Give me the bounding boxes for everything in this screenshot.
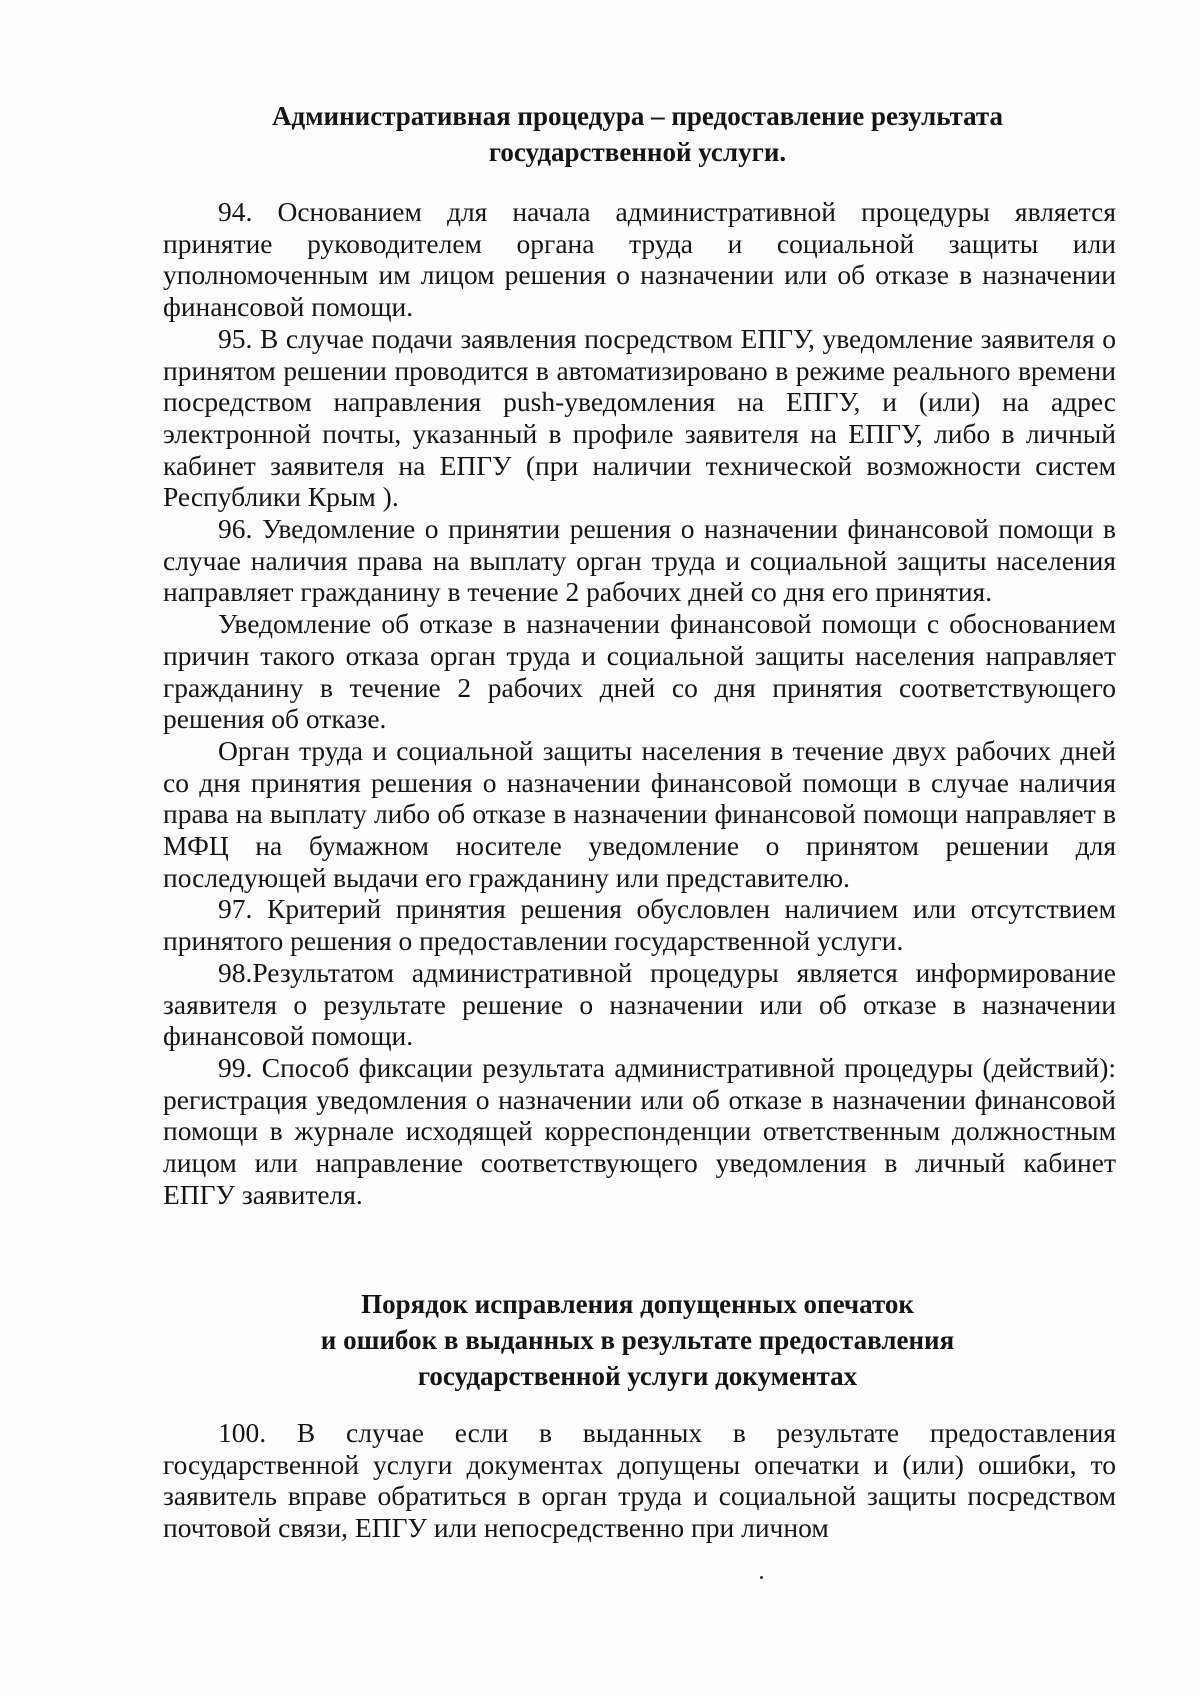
paragraph-96: 96. Уведомление о принятии решения о назначении финансовой помощи в случае наличия права на выплату орган труда и социальной защиты населения направляет гражданину в течение 2 рабочих дней со дня его принятия. [163, 513, 1116, 608]
heading-line: государственной услуги. [488, 137, 787, 167]
paragraph-97: 97. Критерий принятия решения обусловлен наличием или отсутствием принятого решения о предоставлении государственной услуги. [163, 893, 1116, 957]
heading-line: Порядок исправления допущенных опечаток [361, 1289, 914, 1319]
heading-line: и ошибок в выданных в результате предоставления [320, 1325, 955, 1355]
paragraph-99: 99. Способ фиксации результата административной процедуры (действий): регистрация уведомления о назначении или об отказе в назначении финансовой помощи в журнале исходящей корреспонденции ответственным должностным лицом или направление соответствующего уведомления в личный кабинет ЕПГУ заявителя. [163, 1051, 1116, 1210]
section-body-corrections [163, 1417, 1116, 1544]
paragraph-94: 94. Основанием для начала административной процедуры является принятие руководителем органа труда и социальной защиты или уполномоченным им лицом решения о назначении или об отказе в назначении финансовой помощи. [163, 196, 1116, 323]
section-body-result [163, 196, 1116, 1211]
heading-line: государственной услуги документах [417, 1361, 858, 1391]
paragraph-95: 95. В случае подачи заявления посредством ЕПГУ, уведомление заявителя о принятом решении проводится в автоматизировано в режиме реального времени посредством направления push-уведомления на ЕПГУ, и (или) на адрес электронной почты, указанный в профиле заявителя на ЕПГУ, либо в личный кабинет заявителя на ЕПГУ (при наличии технической возможности систем Республики Крым ). [163, 322, 1116, 513]
section-heading-corrections [160, 1286, 1115, 1394]
paragraph-98: 98.Результатом административной процедуры является информирование заявителя о результате решение о назначении или об отказе в назначении финансовой помощи. [163, 956, 1116, 1052]
paragraph-96-mfc: Орган труда и социальной защиты населения в течение двух рабочих дней со дня принятия решения о назначении финансовой помощи в случае наличия права на выплату либо об отказе в назначении финансовой помощи направляет в МФЦ на бумажном носителе уведомление о принятом решении для последующей выдачи его гражданину или представителю. [163, 734, 1116, 893]
section-heading-result [160, 98, 1115, 170]
paragraph-96-refusal: Уведомление об отказе в назначении финансовой помощи с обоснованием причин такого отказа орган труда и социальной защиты населения направляет гражданину в течение 2 рабочих дней со дня принятия соответствующего решения об отказе. [163, 608, 1116, 735]
heading-line: Административная процедура – предоставление результата [272, 101, 1003, 131]
scan-speck [760, 1576, 763, 1579]
paragraph-100: 100. В случае если в выданных в результате предоставления государственной услуги документах допущены опечатки и (или) ошибки, то заявитель вправе обратиться в орган труда и социальной защиты посредством почтовой связи, ЕПГУ или непосредственно при личном [163, 1417, 1116, 1544]
